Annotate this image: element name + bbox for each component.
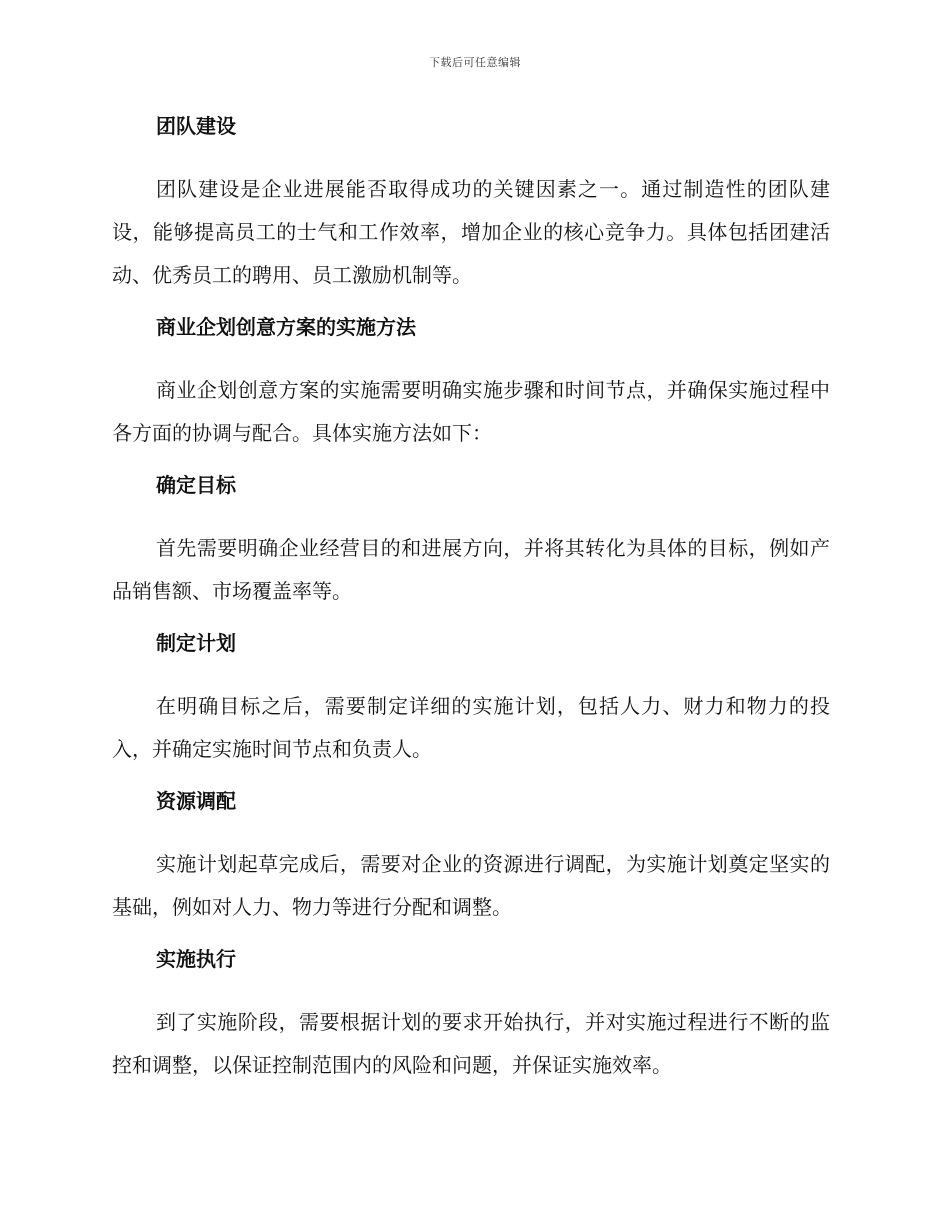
section-paragraph: 团队建设是企业进展能否取得成功的关键因素之一。通过制造性的团队建设，能够提高员工的士气和工作效率，增加企业的核心竞争力。具体包括团建活动、优秀员工的聘用、员工激励机制等。: [112, 177, 830, 287]
section-make-plan: [112, 623, 830, 771]
section-implementation-methods: [112, 307, 830, 455]
section-paragraph: 到了实施阶段，需要根据计划的要求开始执行，并对实施过程进行不断的监控和调整，以保证控制范围内的风险和问题，并保证实施效率。: [112, 1010, 830, 1077]
section-set-goals: [112, 465, 830, 613]
page-header-note: 下载后可任意编辑: [429, 56, 521, 69]
section-heading: 团队建设: [156, 114, 236, 138]
document-body: [112, 106, 830, 1097]
section-paragraph: 商业企划创意方案的实施需要明确实施步骤和时间节点，并确保实施过程中各方面的协调与配合。具体实施方法如下：: [112, 378, 830, 445]
section-heading: 商业企划创意方案的实施方法: [156, 315, 416, 339]
section-execution: [112, 939, 830, 1087]
section-heading: 制定计划: [156, 631, 236, 655]
section-paragraph: 实施计划起草完成后，需要对企业的资源进行调配，为实施计划奠定坚实的基础，例如对人力、物力等进行分配和调整。: [112, 852, 830, 919]
section-heading: 实施执行: [156, 947, 236, 971]
section-paragraph: 在明确目标之后，需要制定详细的实施计划，包括人力、财力和物力的投入，并确定实施时间节点和负责人。: [112, 694, 830, 761]
section-resource-allocation: [112, 781, 830, 929]
section-heading: 资源调配: [156, 789, 236, 813]
section-team-building: [112, 106, 830, 297]
section-paragraph: 首先需要明确企业经营目的和进展方向，并将其转化为具体的目标，例如产品销售额、市场覆盖率等。: [112, 536, 830, 603]
section-heading: 确定目标: [156, 473, 236, 497]
